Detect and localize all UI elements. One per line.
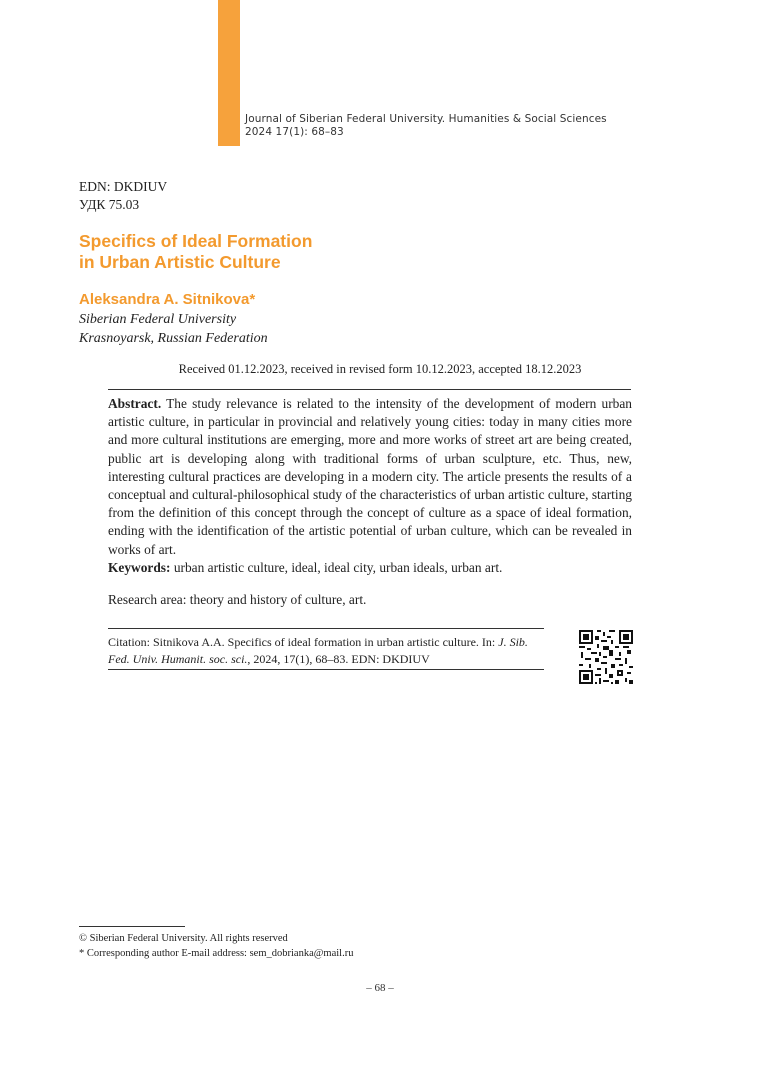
affiliation-university: Siberian Federal University <box>79 312 237 327</box>
article-title <box>79 231 312 273</box>
abstract <box>108 395 632 559</box>
journal-header <box>245 113 607 139</box>
abstract-top-rule <box>108 389 631 390</box>
research-area: Research area: theory and history of culture, art. <box>108 592 367 607</box>
title-line-1: Specifics of Ideal Formation <box>79 231 313 251</box>
footnotes <box>79 931 353 961</box>
author-affiliation <box>79 310 268 348</box>
keywords <box>108 560 502 576</box>
citation-prefix: Citation: Sitnikova A.A. Specifics of ideal formation in urban artistic culture. In: <box>108 635 499 649</box>
abstract-text: The study relevance is related to the intensity of the development of modern urban artistic culture, in particular in provincial and relatively young cities: today in many cities more and more cultural institutions are emerging, more and more works of street art are being created, public art is developing along with traditional forms of urban sculpture, etc. Thus, new, interesting cultural practices are developing in a modern city. The article presents the results of a conceptual and cultural-philosophical study of the characteristics of urban artistic culture, starting from the definition of this concept through the concept of culture as a space of ideal formation, ending with the identification of the artistic potential of urban culture, which can be revealed in works of art. <box>108 396 632 557</box>
affiliation-location: Krasnoyarsk, Russian Federation <box>79 331 268 346</box>
article-meta <box>79 178 167 214</box>
keywords-label: Keywords: <box>108 560 171 575</box>
journal-name: Journal of Siberian Federal University. Humanities & Social Sciences <box>245 113 607 125</box>
journal-accent-bar <box>218 0 240 146</box>
qr-code-icon[interactable] <box>579 630 633 684</box>
received-dates: Received 01.12.2023, received in revised form 10.12.2023, accepted 18.12.2023 <box>178 362 582 376</box>
corresponding-author-note: * Corresponding author E-mail address: sem_dobrianka@mail.ru <box>79 948 354 959</box>
keywords-text: urban artistic culture, ideal, ideal city, urban ideals, urban art. <box>170 560 503 575</box>
footnote-rule <box>79 926 185 927</box>
citation-top-rule <box>108 628 544 629</box>
citation-bottom-rule <box>108 669 544 670</box>
citation-journal: J. Sib. Fed. Univ. Humanit. soc. sci. <box>108 635 528 666</box>
copyright-note: © Siberian Federal University. All rights reserved <box>79 933 288 944</box>
abstract-label: Abstract. <box>108 396 162 411</box>
journal-issue: 2024 17(1): 68–83 <box>245 126 344 138</box>
edn-code: EDN: DKDIUV <box>79 179 168 194</box>
udk-code: УДК 75.03 <box>79 197 140 212</box>
citation-suffix: , 2024, 17(1), 68–83. EDN: DKDIUV <box>247 651 430 666</box>
author-name: Aleksandra A. Sitnikova* <box>79 291 256 308</box>
page-number: – 68 – <box>366 982 394 994</box>
title-line-2: in Urban Artistic Culture <box>79 252 281 272</box>
citation <box>108 634 548 667</box>
